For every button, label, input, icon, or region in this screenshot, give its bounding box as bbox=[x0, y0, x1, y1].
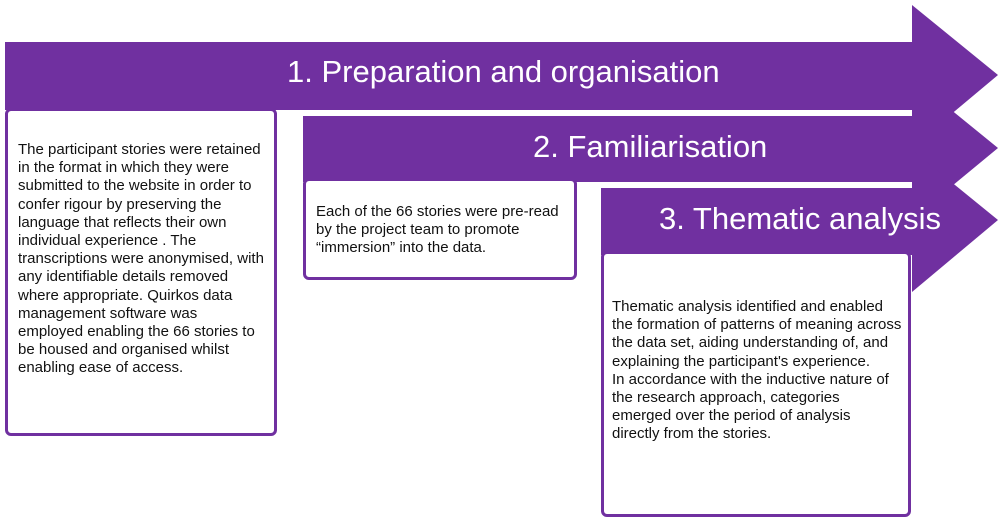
step-3-title: 3. Thematic analysis bbox=[659, 201, 941, 236]
step-2-title: 2. Familiarisation bbox=[533, 129, 768, 164]
step-1-description: The participant stories were retained in the format in which they were submitted to the website in order to confer rigour by preserving the language that reflects their own individual experience . The transcriptions were anonymised, with any identifiable details removed where appropriate. Quirkos data management software was employed enabling the 66 stories to be housed and organised whilst enabling ease of access. bbox=[18, 141, 264, 377]
step-3-description-para-1: Thematic analysis identified and enabled the formation of patterns of meaning across the data set, aiding understanding of, and explaining the participant's experience. bbox=[612, 298, 902, 370]
step-2-description: Each of the 66 stories were pre-read by the project team to promote “immersion” into the data. bbox=[316, 203, 559, 257]
step-3-description-box bbox=[601, 251, 911, 517]
step-1-title: 1. Preparation and organisation bbox=[287, 54, 720, 89]
step-2-description-box bbox=[303, 178, 577, 280]
step-3-description-para-2: In accordance with the inductive nature of the research approach, categories emerged over the period of analysis directly from the stories. bbox=[612, 370, 889, 443]
step-1-description-box bbox=[5, 108, 277, 436]
